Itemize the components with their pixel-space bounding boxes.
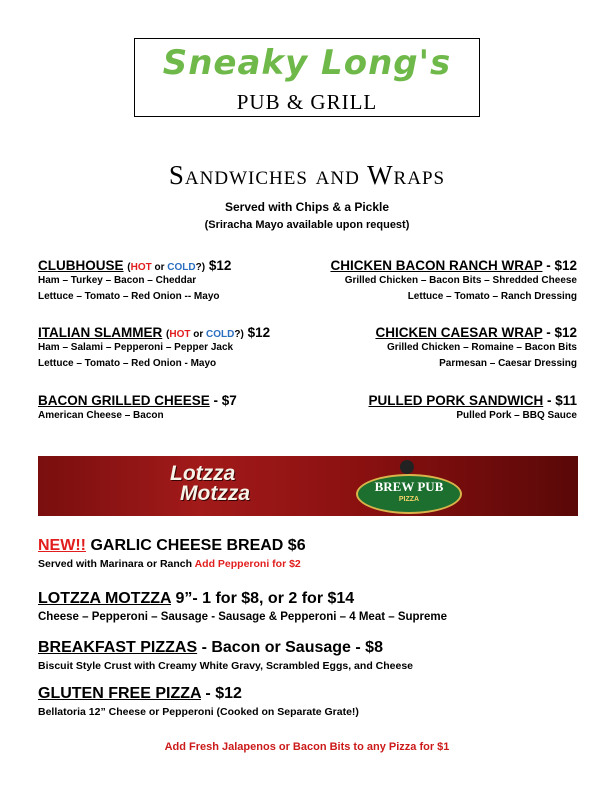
menu-item-chicken-caesar [375, 325, 577, 372]
item-name: ITALIAN SLAMMER [38, 325, 163, 340]
item-price: $6 [283, 537, 306, 554]
item-name: GARLIC CHEESE BREAD [90, 537, 284, 554]
brew-pub-badge: BREW PUB PIZZA [356, 474, 462, 514]
item-desc: Lettuce – Tomato – Red Onion - Mayo [38, 358, 217, 369]
menu-item-bacon-grilled-cheese [38, 393, 237, 424]
menu-item-chicken-bacon-ranch [330, 258, 577, 305]
logo-subtitle: PUB & GRILL [236, 90, 378, 114]
footer-note: Add Fresh Jalapenos or Bacon Bits to any Pizza for $1 [164, 741, 450, 753]
item-price: - $12 [542, 325, 577, 340]
item-desc: American Cheese – Bacon [38, 410, 164, 421]
item-desc: Biscuit Style Crust with Creamy White Gravy, Scrambled Eggs, and Cheese [38, 660, 414, 672]
item-name: CHICKEN CAESAR WRAP [375, 325, 543, 340]
item-desc: Grilled Chicken – Bacon Bits – Shredded Cheese [344, 275, 577, 286]
item-desc: Ham – Salami – Pepperoni – Pepper Jack [38, 342, 234, 353]
banner-logo-text: Lotzza Motzza [170, 462, 250, 505]
item-price: $12 [208, 258, 232, 273]
logo [134, 38, 480, 117]
item-desc: Served with Marinara or Ranch [38, 558, 195, 570]
item-name: PULLED PORK SANDWICH [368, 393, 544, 408]
section-subtitle: Served with Chips & a Pickle [224, 200, 390, 214]
logo-script: Sneaky Long's [162, 43, 452, 83]
menu-item-lotzza-motzza [38, 590, 447, 623]
item-desc: Ham – Turkey – Bacon – Cheddar [38, 275, 197, 286]
menu-item-gluten-free-pizza [38, 685, 359, 718]
item-desc: Grilled Chicken – Romaine – Bacon Bits [386, 342, 577, 353]
new-badge: NEW!! [38, 537, 86, 554]
cold-label: COLD [206, 329, 235, 340]
pizza-banner [38, 456, 578, 516]
item-desc: Parmesan – Caesar Dressing [439, 358, 577, 369]
item-price: - $12 [542, 258, 577, 273]
item-name: CLUBHOUSE [38, 258, 124, 273]
menu-item-italian-slammer: ITALIAN SLAMMER (HOT or COLD?) $12 Ham – Salami – Pepperoni – Pepper Jack Lettuce – Tomato – Red Onion - Mayo [38, 325, 270, 372]
pizza-peel-icon [400, 460, 414, 474]
hot-label: HOT [169, 329, 191, 340]
item-price: - $7 [209, 393, 237, 408]
item-name: BREAKFAST PIZZAS [38, 639, 198, 656]
item-price: 9”- 1 for $8, or 2 for $14 [171, 590, 355, 607]
item-name: BACON GRILLED CHEESE [38, 393, 210, 408]
hot-label: HOT [130, 262, 152, 273]
item-name: CHICKEN BACON RANCH WRAP [330, 258, 543, 273]
item-desc: Lettuce – Tomato – Red Onion -- Mayo [38, 291, 220, 302]
item-name: GLUTEN FREE PIZZA [38, 685, 201, 702]
item-desc: Lettuce – Tomato – Ranch Dressing [407, 291, 577, 302]
menu-item-pulled-pork [368, 393, 577, 424]
item-desc: Bellatoria 12” Cheese or Pepperoni (Cooked on Separate Grate!) [38, 706, 359, 718]
cold-label: COLD [167, 262, 196, 273]
menu-item-garlic-cheese-bread [38, 537, 306, 570]
item-price: - Bacon or Sausage - $8 [197, 639, 383, 656]
item-price: $12 [247, 325, 271, 340]
item-addon: Add Pepperoni for $2 [194, 558, 301, 570]
menu-item-breakfast-pizzas [38, 639, 413, 672]
item-price: - $11 [543, 393, 577, 408]
item-name: LOTZZA MOTZZA [38, 590, 171, 607]
item-price: - $12 [200, 685, 242, 702]
menu-item-clubhouse: CLUBHOUSE (HOT or COLD?) $12 Ham – Turkey – Bacon – Cheddar Lettuce – Tomato – Red Onion -- Mayo [38, 258, 231, 305]
item-desc: Pulled Pork – BBQ Sauce [456, 410, 577, 421]
item-desc: Cheese – Pepperoni – Sausage - Sausage & Pepperoni – 4 Meat – Supreme [38, 611, 448, 623]
section-note: (Sriracha Mayo available upon request) [204, 219, 410, 231]
section-title: Sandwiches and Wraps [168, 160, 446, 190]
